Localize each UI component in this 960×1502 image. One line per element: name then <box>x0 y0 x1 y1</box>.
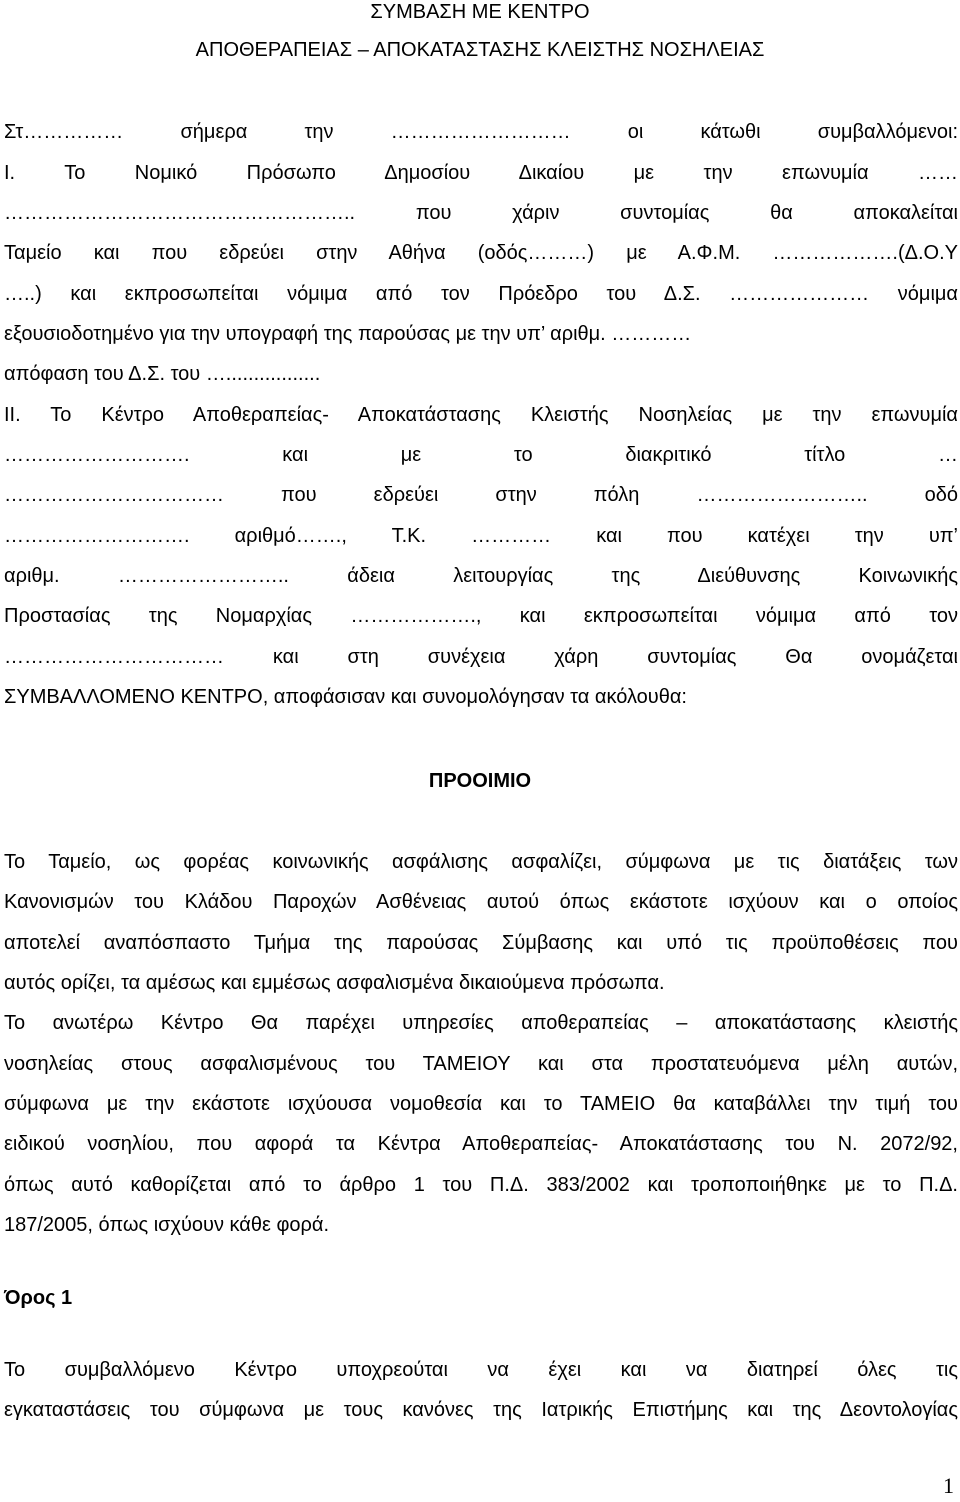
parties-line: …………………………… που εδρεύει στην πόλη …………………….. οδό <box>4 484 958 506</box>
contract-subtitle: ΑΠΟΘΕΡΑΠΕΙΑΣ – ΑΠΟΚΑΤΑΣΤΑΣΗΣ ΚΛΕΙΣΤΗΣ ΝΟΣΗΛΕΙΑΣ <box>195 39 765 61</box>
article-line: Το συμβαλλόμενο Κέντρο υποχρεούται να έχει και να διατηρεί όλες τις <box>4 1359 958 1381</box>
parties-line: ΙΙ. Το Κέντρο Αποθεραπείας- Αποκατάστασης Κλειστής Νοσηλείας με την επωνυμία <box>4 404 958 426</box>
parties-line: Ι. Το Νομικό Πρόσωπο Δημοσίου Δικαίου με την επωνυμία …… <box>4 162 958 184</box>
parties-line: …………………………………………….. που χάριν συντομίας θα αποκαλείται <box>4 202 958 224</box>
parties-line: ΣΥΜΒΑΛΛΟΜΕΝΟ ΚΕΝΤΡΟ, αποφάσισαν και συνομολόγησαν τα ακόλουθα: <box>4 686 687 708</box>
parties-line: απόφαση του Δ.Σ. του …................. <box>4 363 321 385</box>
preamble-line: Το Ταμείο, ως φορέας κοινωνικής ασφάλισης ασφαλίζει, σύμφωνα με τις διατάξεις των <box>4 851 958 873</box>
preamble-line: αυτός ορίζει, τα αμέσως και εμμέσως ασφαλισμένα δικαιούμενα πρόσωπα. <box>4 972 665 994</box>
preamble-line: νοσηλείας στους ασφαλισμένους του ΤΑΜΕΙΟΥ και στα προστατευόμενα μέλη αυτών, <box>4 1053 958 1075</box>
parties-line: …………………………… και στη συνέχεια χάρη συντομίας Θα ονομάζεται <box>4 646 958 668</box>
preamble-line: αποτελεί αναπόσπαστο Τμήμα της παρούσας Σύμβασης και υπό τις προϋποθέσεις που <box>4 932 958 954</box>
parties-line: Προστασίας της Νομαρχίας ………………., και εκπροσωπείται νόμιμα από τον <box>4 605 958 627</box>
parties-line: Στ…………… σήμερα την ……………………… οι κάτωθι συμβαλλόμενοι: <box>4 121 958 143</box>
preamble-line: όπως αυτό καθορίζεται από το άρθρο 1 του Π.Δ. 383/2002 και τροποποιήθηκε με το Π.Δ. <box>4 1174 958 1196</box>
preamble-line: Κανονισμών του Κλάδου Παροχών Ασθένειας αυτού όπως εκάστοτε ισχύουν και ο οποίος <box>4 891 958 913</box>
parties-line: …..) και εκπροσωπείται νόμιμα από τον Πρόεδρο του Δ.Σ. ………………… νόμιμα <box>4 283 958 305</box>
parties-line: αριθμ. …………………….. άδεια λειτουργίας της Διεύθυνσης Κοινωνικής <box>4 565 958 587</box>
parties-line: ………………………. αριθμό……., Τ.Κ. ………… και που κατέχει την υπ’ <box>4 525 958 547</box>
preamble-line: 187/2005, όπως ισχύουν κάθε φορά. <box>4 1214 330 1236</box>
contract-title: ΣΥΜΒΑΣΗ ΜΕ ΚΕΝΤΡΟ <box>370 1 590 23</box>
article-heading: Όρος 1 <box>4 1287 73 1309</box>
preamble-heading: ΠΡΟΟΙΜΙΟ <box>428 770 532 792</box>
preamble-line: σύμφωνα με την εκάστοτε ισχύουσα νομοθεσία και το ΤΑΜΕΙΟ θα καταβάλλει την τιμή του <box>4 1093 958 1115</box>
preamble-line: ειδικού νοσηλίου, που αφορά τα Κέντρα Αποθεραπείας- Αποκατάστασης του Ν. 2072/92, <box>4 1133 958 1155</box>
article-line: εγκαταστάσεις του σύμφωνα με τους κανόνες της Ιατρικής Επιστήμης και της Δεοντολογίας <box>4 1399 958 1421</box>
page-number: 1 <box>943 1473 954 1498</box>
parties-line: εξουσιοδοτημένο για την υπογραφή της παρούσας με την υπ’ αριθμ. ………… <box>4 323 692 345</box>
parties-line: Ταμείο και που εδρεύει στην Αθήνα (οδός………) με Α.Φ.Μ. ……………….(Δ.Ο.Υ <box>4 242 958 264</box>
parties-line: ………………………. και με το διακριτικό τίτλο … <box>4 444 958 466</box>
preamble-line: Το ανωτέρω Κέντρο Θα παρέχει υπηρεσίες αποθεραπείας – αποκατάστασης κλειστής <box>4 1012 958 1034</box>
